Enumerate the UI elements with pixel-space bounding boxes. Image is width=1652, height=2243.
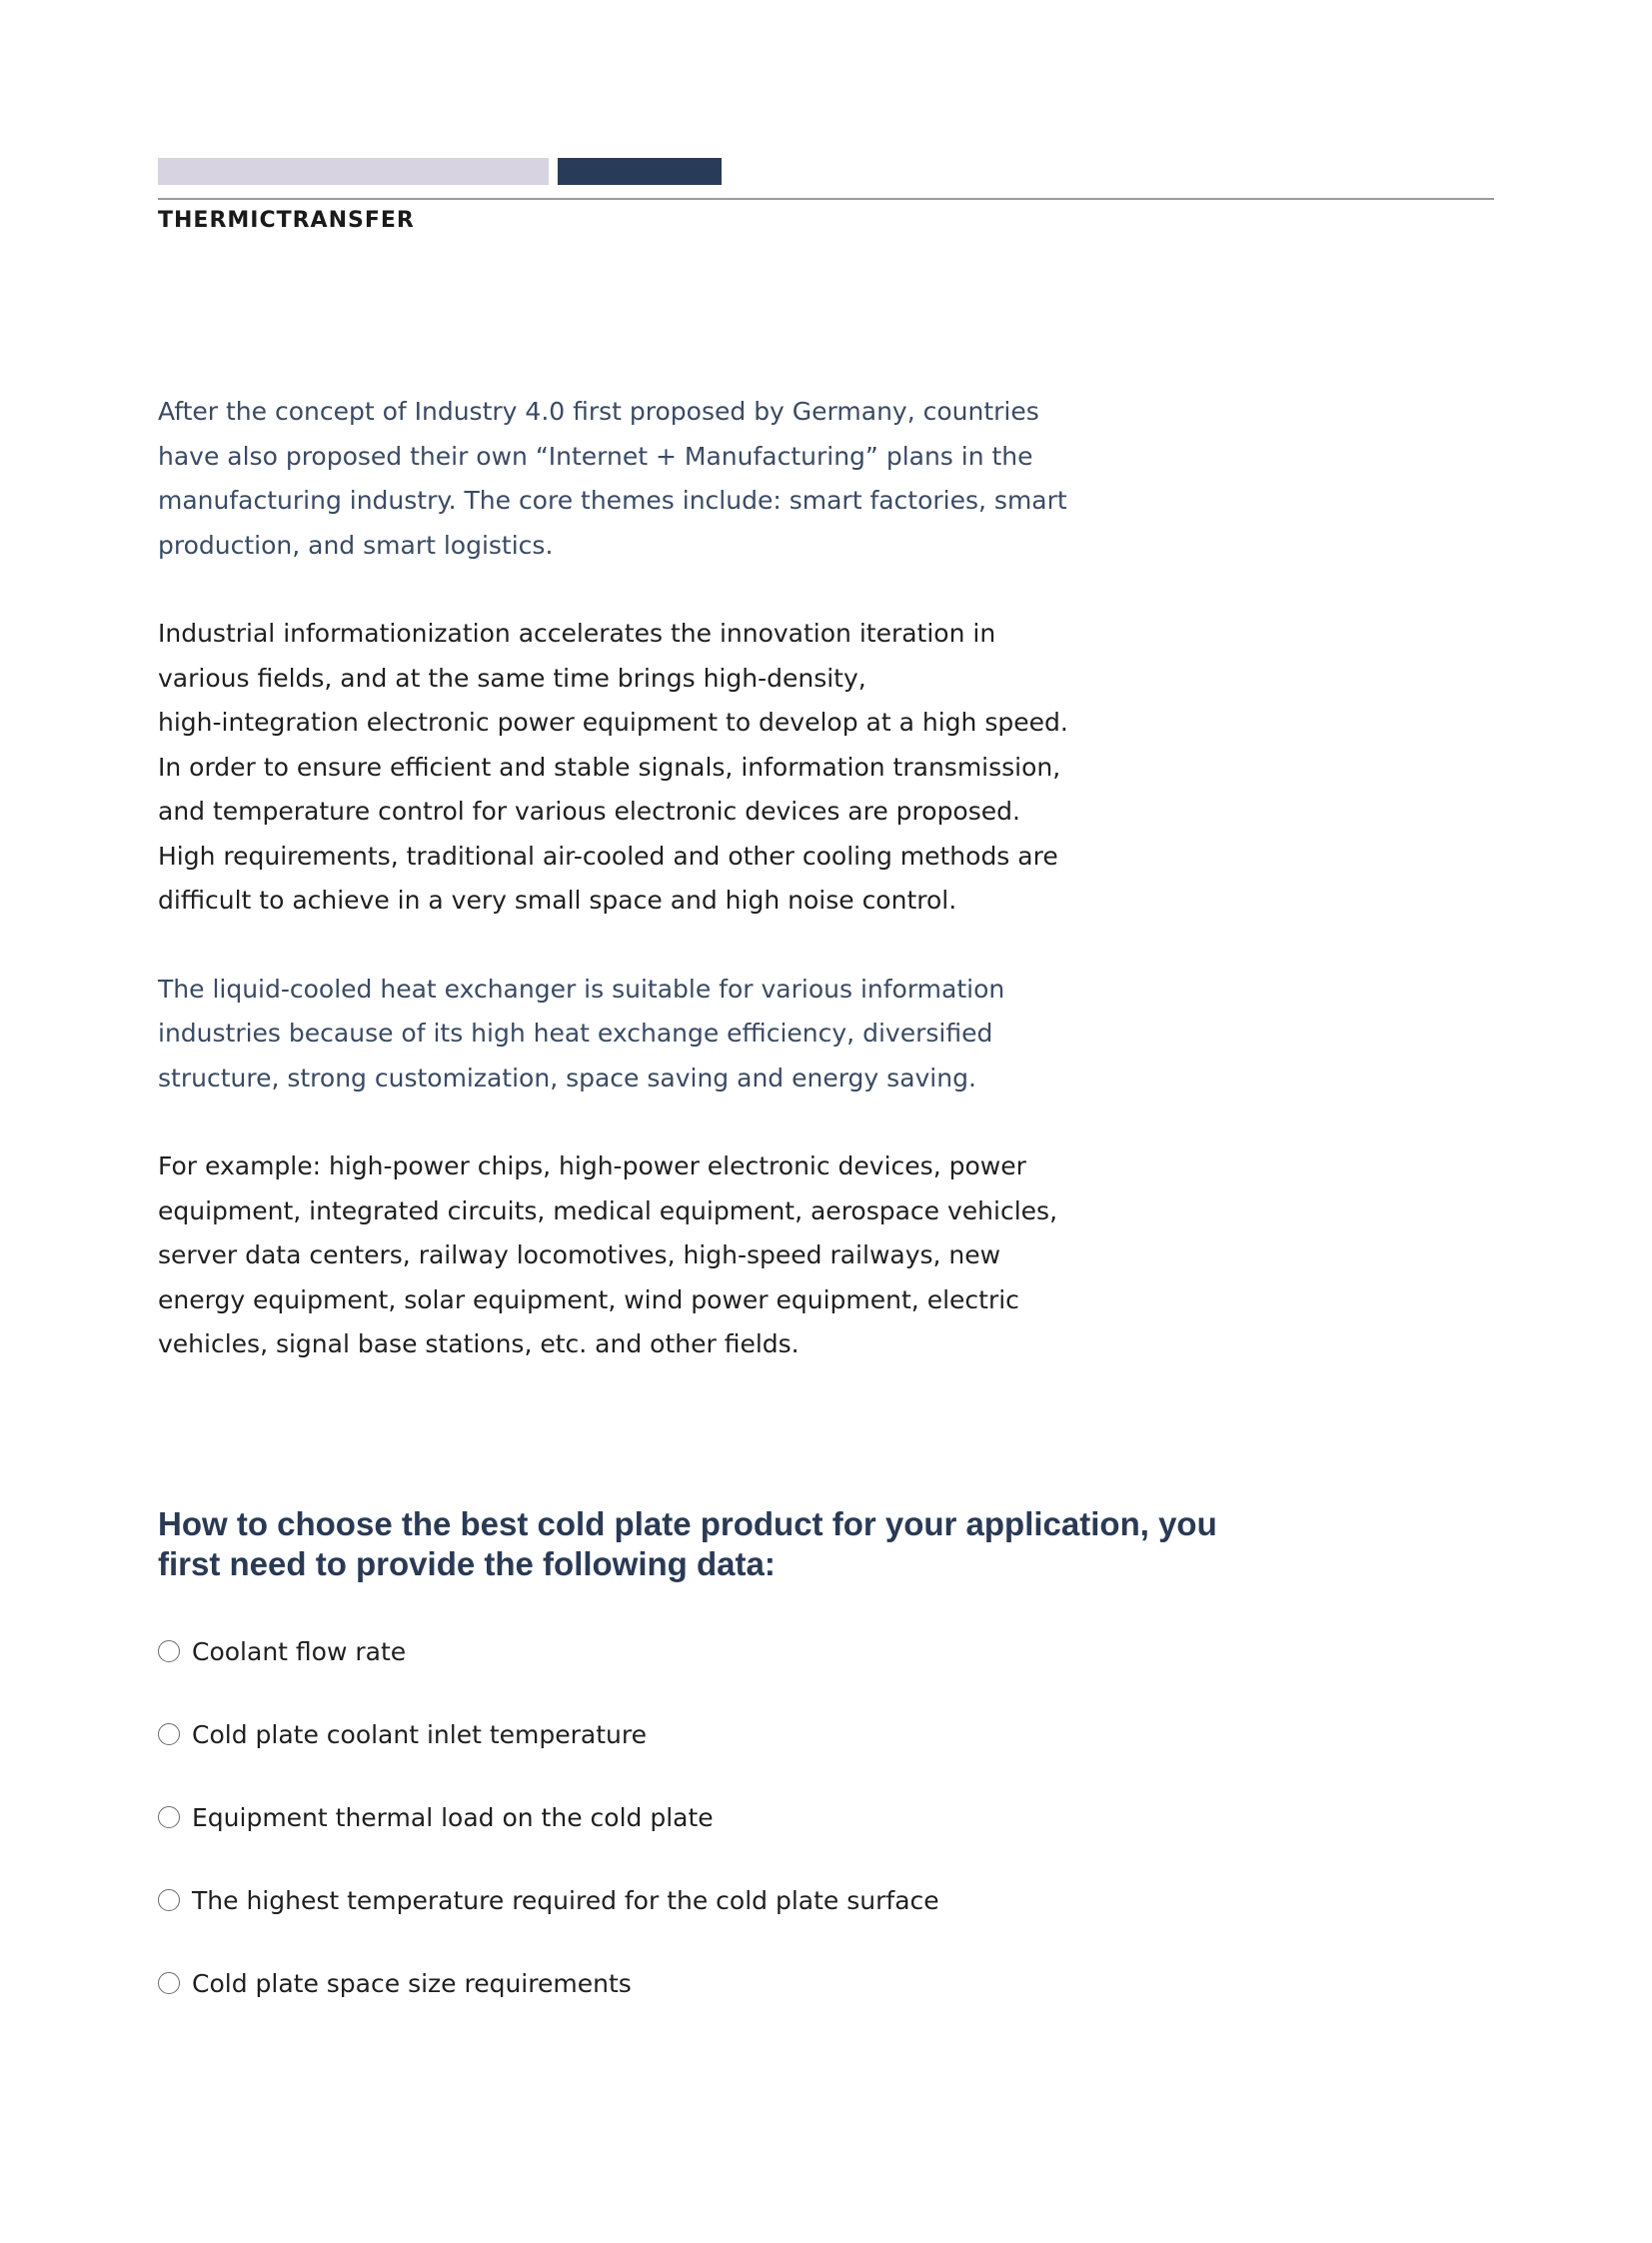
- option-label: Cold plate space size requirements: [192, 1968, 632, 1998]
- body-text: [158, 390, 1097, 1411]
- option-label: Cold plate coolant inlet temperature: [192, 1719, 647, 1749]
- option-label: Coolant flow rate: [192, 1636, 407, 1666]
- brand-name: THERMICTRANSFER: [158, 208, 415, 233]
- header-accent-bar-light: [158, 158, 549, 185]
- radio-circle-icon[interactable]: [158, 1640, 180, 1662]
- paragraph-informationization: Industrial informationization accelerates the innovation iteration in various fields, and at the same time brings high-density, high-integration electronic power equipment to develop at a high speed. In order to ensure efficient and stable signals, information transmission, and temperature control for various electronic devices are proposed. High requirements, traditional air-cooled and other cooling methods are difficult to achieve in a very small space and high noise control.: [158, 619, 1068, 915]
- paragraph-examples: For example: high-power chips, high-power electronic devices, power equipment, integrated circuits, medical equipment, aerospace vehicles, server data centers, railway locomotives, high-speed railways, new energy equipment, solar equipment, wind power equipment, electric vehicles, signal base stations, etc. and other fields.: [158, 1151, 1058, 1358]
- paragraph-industry-4-0: After the concept of Industry 4.0 first proposed by Germany, countries have also proposed their own “Internet + Manufacturing” plans in the manufacturing industry. The core themes include: smart factories, smart production, and smart logistics.: [158, 397, 1067, 560]
- header-accent-bar-dark: [558, 158, 722, 185]
- radio-circle-icon[interactable]: [158, 1972, 180, 1994]
- option-coolant-inlet-temperature[interactable]: [158, 1717, 939, 1751]
- section-heading: How to choose the best cold plate product for your application, you first need to provide the following data:: [158, 1505, 1217, 1582]
- radio-circle-icon[interactable]: [158, 1723, 180, 1745]
- option-label: Equipment thermal load on the cold plate: [192, 1802, 714, 1832]
- option-label: The highest temperature required for the cold plate surface: [192, 1885, 939, 1915]
- radio-circle-icon[interactable]: [158, 1889, 180, 1911]
- option-space-size[interactable]: [158, 1966, 939, 2000]
- option-coolant-flow-rate[interactable]: [158, 1634, 939, 1668]
- paragraph-liquid-cooled: The liquid-cooled heat exchanger is suitable for various information industries because of its high heat exchange efficiency, diversified structure, strong customization, space saving and energy saving.: [158, 974, 1005, 1093]
- radio-circle-icon[interactable]: [158, 1806, 180, 1828]
- option-highest-temperature[interactable]: [158, 1883, 939, 1917]
- header-divider: [158, 198, 1494, 200]
- data-requirements-list: [158, 1634, 939, 2049]
- option-thermal-load[interactable]: [158, 1800, 939, 1834]
